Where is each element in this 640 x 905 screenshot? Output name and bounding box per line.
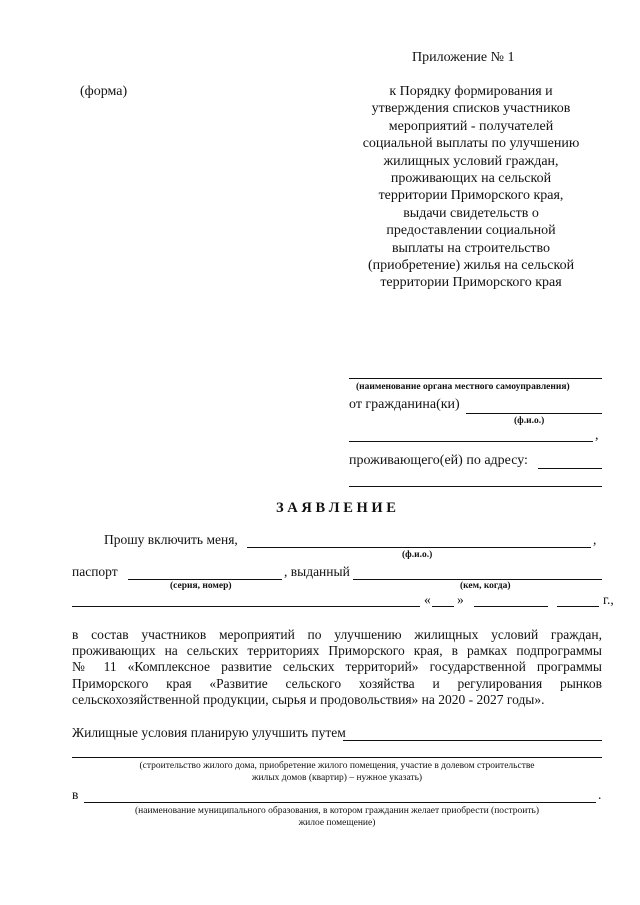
appendix-description [340, 83, 602, 292]
method-caption-line: жилых домов (квартир) – нужное указать) [251, 772, 423, 783]
from-fio-caption: (ф.и.о.) [514, 416, 545, 426]
request-fio-caption: (ф.и.о.) [402, 550, 433, 560]
appendix-line: к Порядку формирования и [389, 84, 553, 99]
date-quote-open: « [424, 592, 431, 607]
municipality-period: . [598, 787, 602, 802]
request-comma: , [593, 532, 597, 547]
improve-continuation-line[interactable] [72, 757, 602, 758]
appendix-line: территории Приморского края, [378, 188, 564, 204]
appendix-line: выдачи свидетельств о [403, 205, 539, 221]
request-fio-field-line[interactable] [247, 547, 591, 548]
appendix-line: жилищных условий граждан, [383, 153, 559, 169]
issuer-caption: (кем, когда) [460, 581, 511, 591]
appendix-line: (приобретение) жилья на сельской [367, 258, 575, 274]
passport-issuer-field-line[interactable] [353, 579, 602, 580]
paragraph-line: № 11 «Комплексное развитие сельских территорий» государственной программы [72, 659, 602, 675]
method-caption [72, 761, 602, 784]
municipality-caption [72, 806, 602, 829]
statement-paragraph [72, 627, 602, 708]
appendix-line: мероприятий - получателей [388, 118, 554, 134]
address-field-line[interactable] [538, 468, 602, 469]
fio-comma: , [595, 428, 599, 443]
improve-label: Жилищные условия планирую улучшить путем [72, 725, 346, 740]
appendix-line: социальной выплаты по улучшению [362, 136, 580, 152]
date-month-field-line[interactable] [474, 606, 548, 607]
fio-continuation-line[interactable] [349, 441, 593, 442]
in-label: в [72, 787, 79, 802]
address-label: проживающего(ей) по адресу: [349, 453, 528, 468]
paragraph-line: проживающих на сельских территориях Приморского края, в рамках подпрограммы [72, 643, 602, 659]
issuer-continuation-line[interactable] [72, 606, 420, 607]
organ-field-line[interactable] [349, 378, 602, 379]
address-continuation-line[interactable] [349, 486, 602, 487]
statement-heading: З А Я В Л Е Н И Е [276, 500, 396, 516]
appendix-line: территории Приморского края [380, 275, 562, 291]
appendix-line: утверждения списков участников [371, 101, 571, 117]
from-fio-field-line[interactable] [466, 413, 602, 414]
municipality-caption-line: жилое помещение) [298, 817, 376, 828]
form-label: (форма) [80, 84, 128, 99]
passport-label: паспорт [72, 564, 118, 579]
municipality-field-line[interactable] [84, 802, 596, 803]
appendix-line: выплаты на строительство [391, 240, 551, 256]
paragraph-line: Приморского края «Развитие сельского хозяйства и регулирования рынков [72, 675, 602, 691]
date-quote-close: » [457, 592, 464, 607]
passport-series-field-line[interactable] [128, 579, 282, 580]
method-caption-line: (строительство жилого дома, приобретение жилого помещения, участие в долевом строительстве [139, 761, 535, 771]
year-suffix: г., [603, 592, 614, 607]
from-label: от гражданина(ки) [349, 397, 460, 412]
municipality-caption-line: (наименование муниципального образования, в котором гражданин желает приобрести (построить) [134, 806, 540, 816]
appendix-line: проживающих на сельской [390, 171, 552, 187]
issued-label: , выданный [284, 564, 350, 579]
date-year-field-line[interactable] [557, 606, 599, 607]
request-label: Прошу включить меня, [104, 532, 238, 547]
series-caption: (серия, номер) [170, 581, 232, 591]
appendix-line: предоставлении социальной [386, 223, 556, 239]
organ-caption: (наименование органа местного самоуправления) [356, 382, 570, 392]
appendix-title: Приложение № 1 [412, 50, 515, 65]
paragraph-line: в состав участников мероприятий по улучшению жилищных условий граждан, [72, 627, 602, 642]
improve-field-line[interactable] [343, 740, 602, 741]
paragraph-line: сельскохозяйственной продукции, сырья и продовольствия» на 2020 - 2027 годы». [72, 691, 545, 707]
date-day-field-line[interactable] [432, 606, 454, 607]
